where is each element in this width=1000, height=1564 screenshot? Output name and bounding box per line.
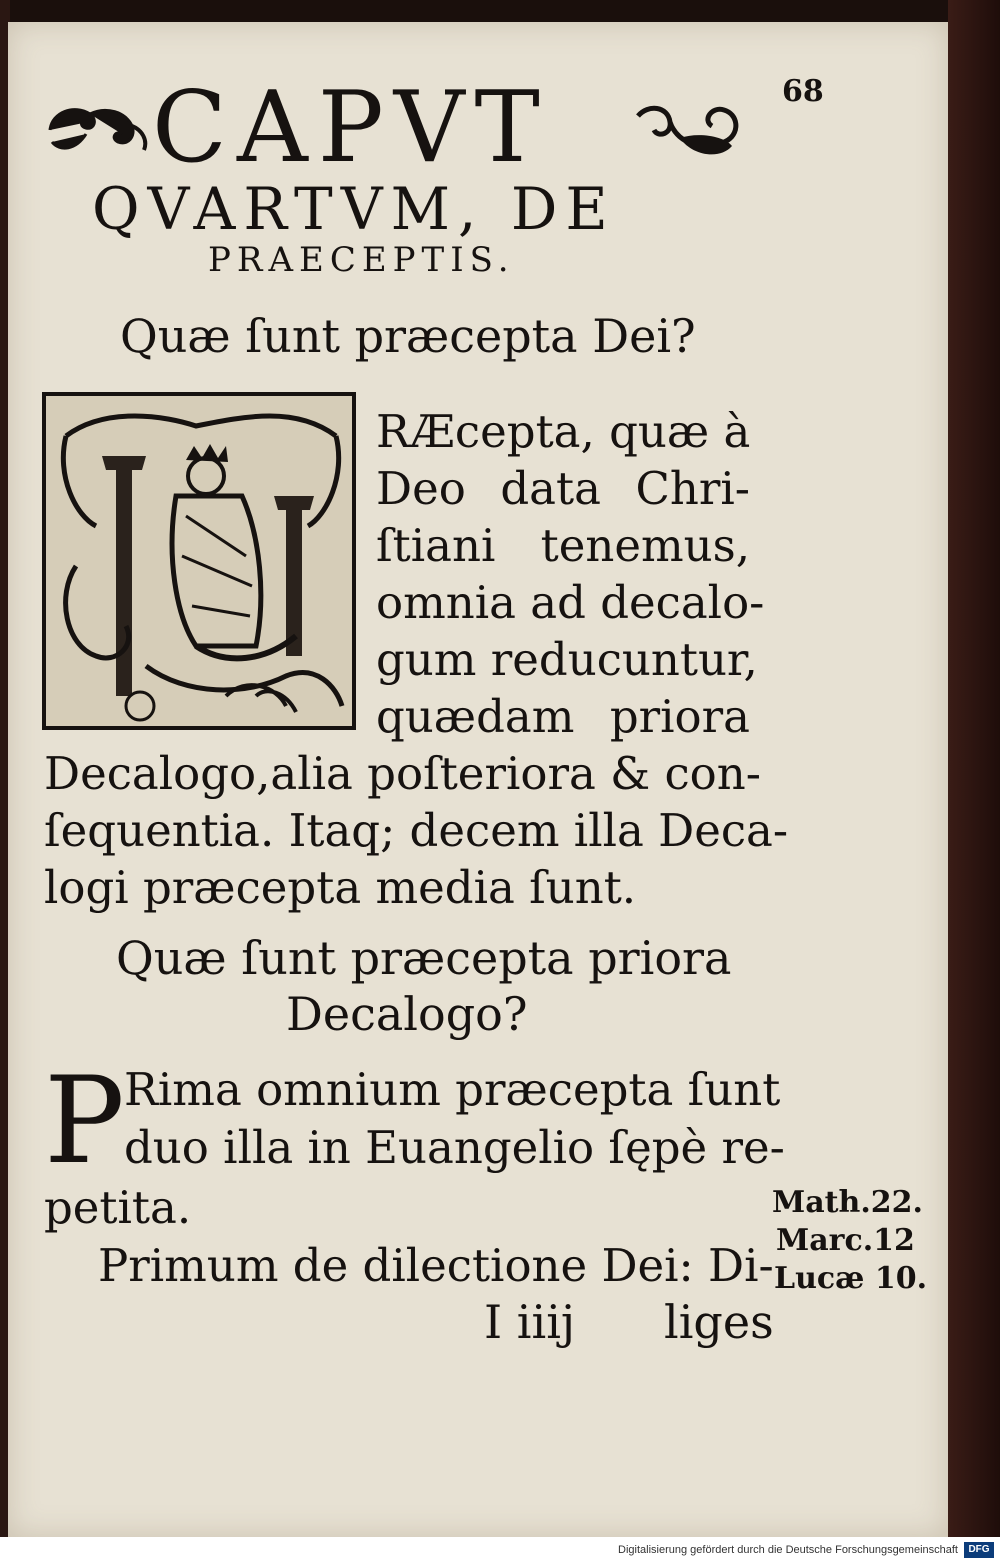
woodcut-initial-icon [42, 392, 356, 730]
paragraph-1-line-8: ſequentia. Itaq; decem illa Deca- [44, 804, 789, 857]
digitization-credit: Digitalisierung gefördert durch die Deutsche Forschungsgemeinschaft [618, 1544, 958, 1556]
paragraph-1-line-3: ſtiani tenemus, [376, 519, 750, 572]
question-2-line-2: Decalogo? [286, 987, 528, 1041]
margin-note-1: Math.22. [772, 1185, 923, 1220]
catchword: liges [664, 1295, 774, 1349]
question-heading: Quæ ſunt præcepta Dei? [120, 309, 696, 363]
margin-note-2: Marc.12 [776, 1223, 915, 1258]
dfg-logo: DFG [964, 1542, 994, 1558]
paragraph-2-line-4: Primum de dilectione Dei: Di- [98, 1239, 774, 1292]
chapter-title-line-1: CAPVT [152, 71, 550, 185]
paragraph-1-line-1: RÆcepta, quæ à [376, 405, 751, 458]
paragraph-1-line-2: Deo data Chri- [376, 462, 750, 515]
signature-mark: I iiij [484, 1295, 576, 1349]
margin-note-3: Lucæ 10. [774, 1261, 928, 1296]
paragraph-1-line-9: logi præcepta media ſunt. [44, 861, 637, 914]
chapter-title-line-2: QVARTVM, DE [92, 175, 616, 243]
chapter-title-line-3: PRAECEPTIS. [208, 240, 515, 280]
drop-cap-initial: P [44, 1052, 125, 1191]
left-fleuron-icon [46, 100, 152, 160]
paragraph-1-line-5: gum reducuntur, [376, 633, 758, 686]
paragraph-1-line-4: omnia ad decalo- [376, 576, 765, 629]
paragraph-2-line-1: Rima omnium præcepta ſunt [124, 1063, 781, 1116]
paragraph-1-line-7: Decalogo,alia poſteriora & con- [44, 747, 761, 800]
paragraph-2-line-3: petita. [44, 1181, 192, 1234]
paragraph-2-line-2: duo illa in Euangelio ſępè re- [124, 1121, 785, 1174]
right-fleuron-icon [628, 96, 744, 168]
paragraph-1-line-6: quædam priora [376, 690, 750, 743]
right-binding-edge [948, 0, 1000, 1564]
question-2-line-1: Quæ ſunt præcepta priora [116, 931, 732, 985]
page-number: 68 [782, 74, 824, 109]
